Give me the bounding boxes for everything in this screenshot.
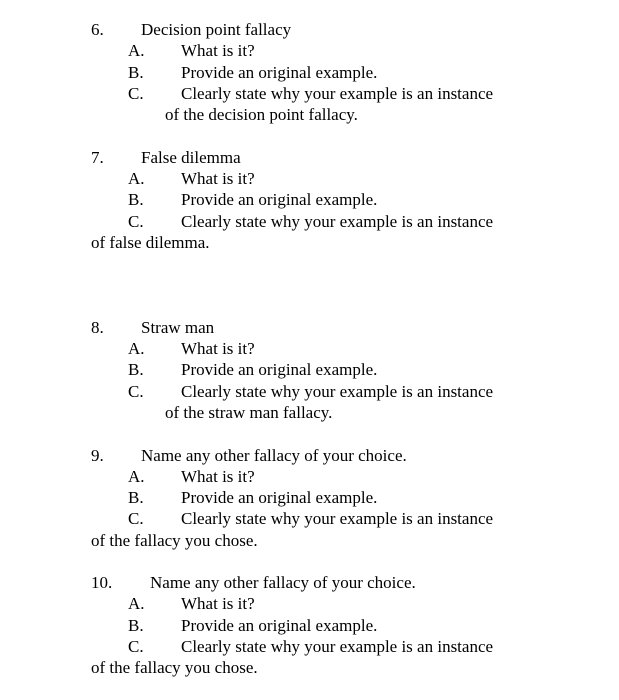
question-number: 9. [91,446,104,465]
question-title: Straw man [141,318,215,337]
part-letter: B. [128,616,144,635]
question-title: Decision point fallacy [141,20,292,39]
part-text: Clearly state why your example is an instance [181,84,494,103]
part-letter: C. [128,637,144,656]
question-title: False dilemma [141,148,241,167]
question-title: Name any other fallacy of your choice. [141,446,407,465]
part-letter: A. [128,339,145,358]
question-number: 6. [91,20,104,39]
part-continuation: of the decision point fallacy. [165,105,358,124]
part-letter: A. [128,467,145,486]
part-letter: A. [128,594,145,613]
part-text: What is it? [181,41,255,60]
part-text: Provide an original example. [181,488,378,507]
part-letter: B. [128,360,144,379]
part-text: Clearly state why your example is an instance [181,212,494,231]
part-text: Provide an original example. [181,360,378,379]
part-letter: B. [128,488,144,507]
part-letter: A. [128,169,145,188]
part-letter: C. [128,212,144,231]
part-letter: C. [128,84,144,103]
part-text: Clearly state why your example is an instance [181,382,494,401]
part-letter: B. [128,190,144,209]
question-number: 7. [91,148,104,167]
part-letter: C. [128,382,144,401]
question-title: Name any other fallacy of your choice. [150,573,416,592]
part-text: Provide an original example. [181,63,378,82]
part-letter: C. [128,509,144,528]
part-letter: B. [128,63,144,82]
part-text: Clearly state why your example is an instance [181,637,494,656]
part-text: Provide an original example. [181,190,378,209]
part-text: What is it? [181,169,255,188]
part-continuation: of the fallacy you chose. [91,658,258,677]
part-text: What is it? [181,467,255,486]
part-continuation: of the straw man fallacy. [165,403,333,422]
part-text: Provide an original example. [181,616,378,635]
part-text: What is it? [181,339,255,358]
part-continuation: of false dilemma. [91,233,210,252]
part-continuation: of the fallacy you chose. [91,531,258,550]
question-number: 10. [91,573,113,592]
part-letter: A. [128,41,145,60]
part-text: What is it? [181,594,255,613]
question-number: 8. [91,318,104,337]
part-text: Clearly state why your example is an instance [181,509,494,528]
